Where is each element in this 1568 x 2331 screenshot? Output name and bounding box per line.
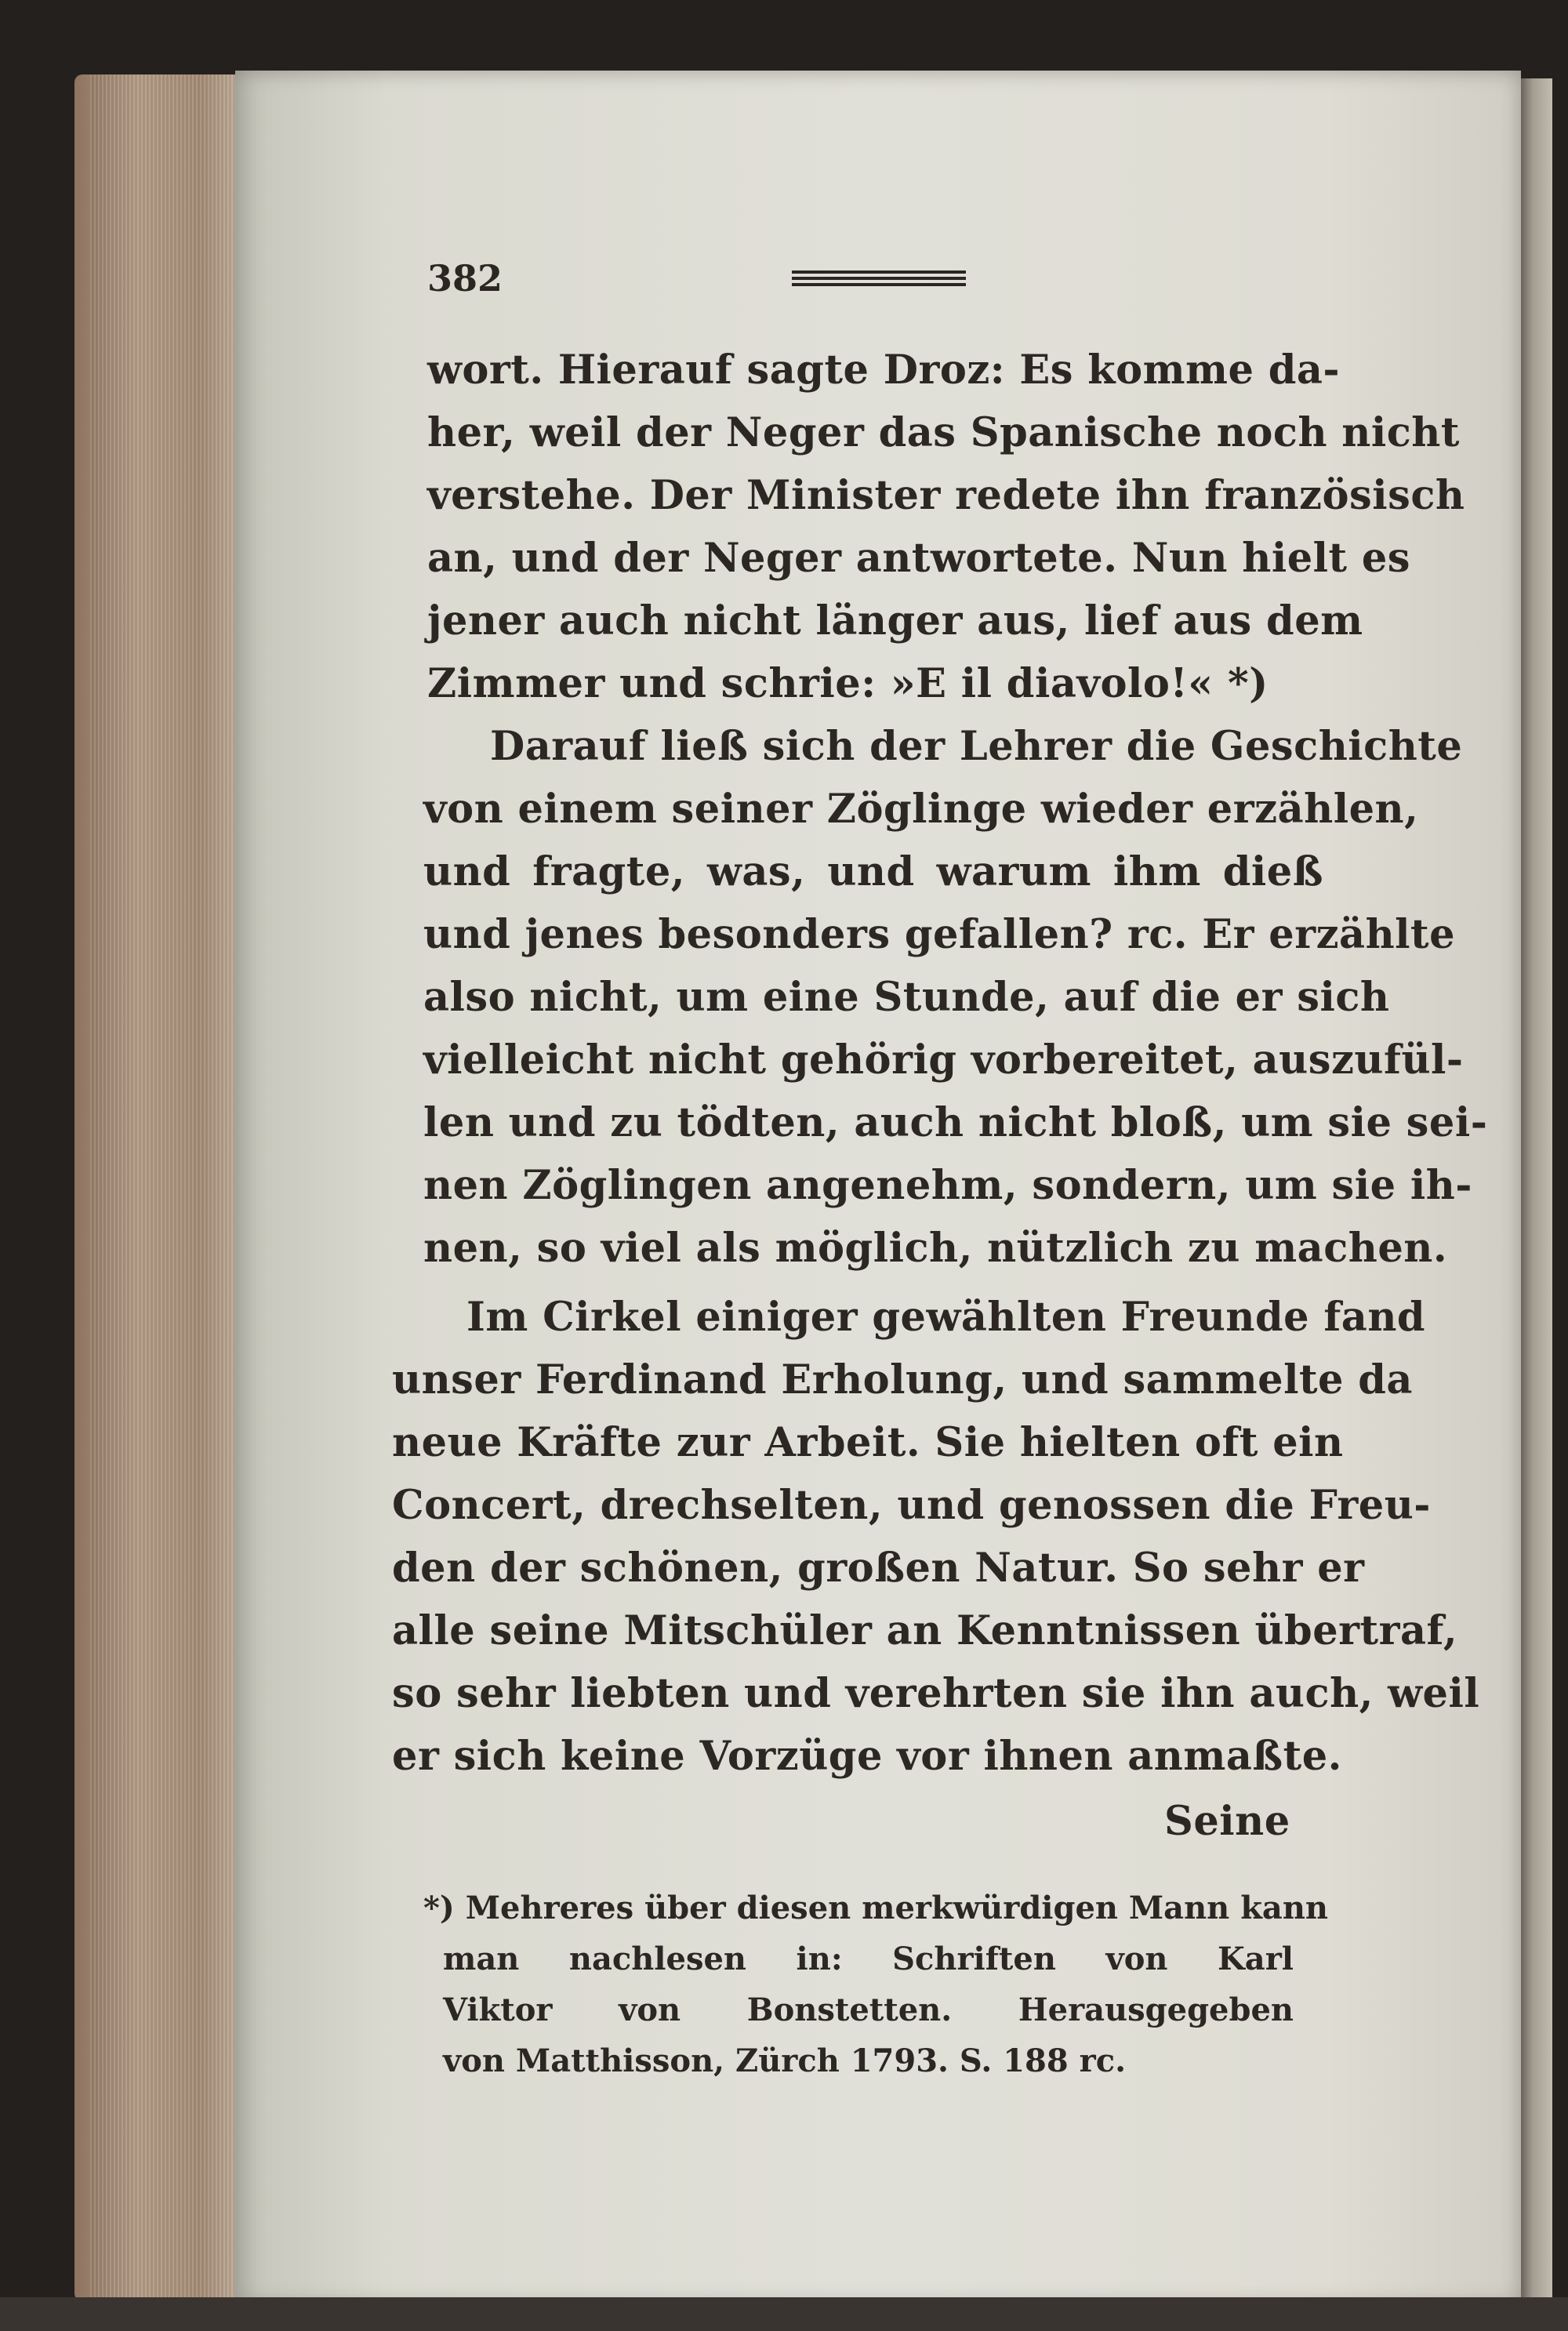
text-line: an, und der Neger antwortete. Nun hielt es — [427, 535, 1411, 582]
text-line: und fragte, was, und warum ihm dieß — [423, 848, 1323, 895]
background-surface — [0, 2297, 1568, 2331]
text-line: er sich keine Vorzüge vor ihnen anmaßte. — [392, 1733, 1342, 1780]
page-number: 382 — [427, 257, 503, 300]
text-line: Im Cirkel einiger gewählten Freunde fand — [466, 1294, 1426, 1341]
text-line: unser Ferdinand Erholung, und sammelte da — [392, 1356, 1413, 1403]
text-line: alle seine Mitschüler an Kenntnissen übertraf, — [392, 1607, 1458, 1654]
footnote-line: von Matthisson, Zürch 1793. S. 188 rc. — [443, 2042, 1126, 2079]
text-line: neue Kräfte zur Arbeit. Sie hielten oft ein — [392, 1419, 1344, 1466]
text-line: verstehe. Der Minister redete ihn französisch — [427, 472, 1465, 519]
header-rule — [792, 270, 966, 291]
text-line: vielleicht nicht gehörig vorbereitet, auszufül- — [423, 1037, 1464, 1084]
footnote-line: man nachlesen in: Schriften von Karl — [443, 1941, 1294, 1977]
text-line: her, weil der Neger das Spanische noch nicht — [427, 409, 1460, 456]
text-line: von einem seiner Zöglinge wieder erzählen, — [423, 786, 1419, 833]
page-block-edge — [74, 74, 255, 2301]
text-line: len und zu tödten, auch nicht bloß, um sie sei- — [423, 1099, 1488, 1146]
text-line: Concert, drechselten, und genossen die Freu- — [392, 1482, 1431, 1529]
text-line: und jenes besonders gefallen? rc. Er erzählte — [423, 911, 1456, 958]
catchword: Seine — [1164, 1798, 1290, 1845]
text-line: also nicht, um eine Stunde, auf die er sich — [423, 974, 1390, 1021]
text-line: den der schönen, großen Natur. So sehr er — [392, 1545, 1365, 1592]
text-line: nen Zöglingen angenehm, sondern, um sie ih- — [423, 1162, 1472, 1209]
text-line: Darauf ließ sich der Lehrer die Geschichte — [490, 723, 1463, 770]
text-line: nen, so viel als möglich, nützlich zu machen. — [423, 1225, 1448, 1272]
text-line: so sehr liebten und verehrten sie ihn auch, weil — [392, 1670, 1480, 1717]
text-line: jener auch nicht länger aus, lief aus dem — [427, 597, 1363, 644]
footnote-line: Viktor von Bonstetten. Herausgegeben — [443, 1992, 1294, 2028]
footnote-line: *) Mehreres über diesen merkwürdigen Mann kann — [423, 1890, 1328, 1926]
facing-page-edge — [1517, 78, 1552, 2297]
text-line: Zimmer und schrie: »E il diavolo!« *) — [427, 660, 1269, 707]
text-line: wort. Hierauf sagte Droz: Es komme da- — [427, 347, 1341, 394]
